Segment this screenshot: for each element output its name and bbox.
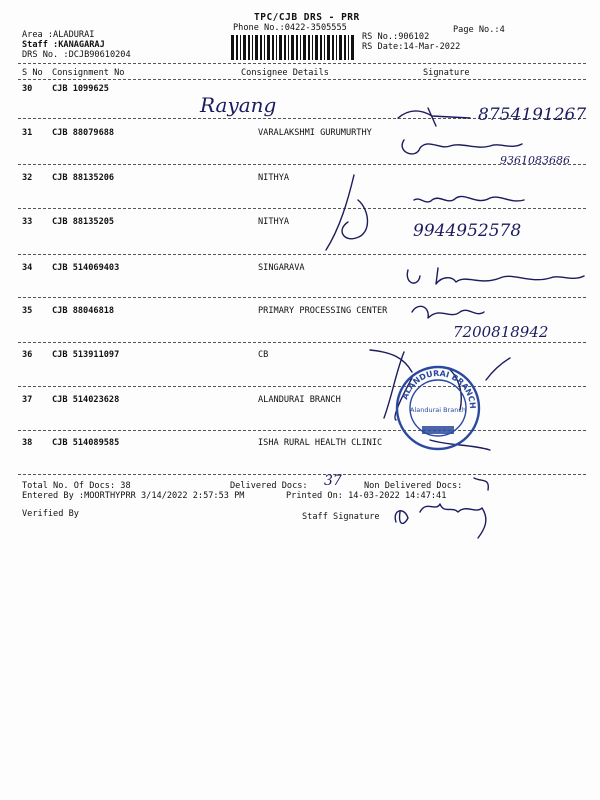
row-sno: 31: [22, 128, 33, 138]
row-consignment: CJB 514023628: [52, 395, 120, 405]
staff-label: Staff :KANAGARAJ: [22, 40, 105, 50]
column-header-consignment: Consignment No: [52, 68, 125, 78]
row-sno: 35: [22, 306, 33, 316]
row-sno: 37: [22, 395, 33, 405]
row-consignment: CJB 514069403: [52, 263, 120, 273]
printed-on: Printed On: 14-03-2022 14:47:41: [286, 491, 447, 501]
delivered-docs-label: Delivered Docs:: [230, 481, 308, 491]
page-number: Page No.:4: [453, 25, 505, 35]
row-consignee: VARALAKSHMI GURUMURTHY: [258, 128, 372, 138]
row-sno: 30: [22, 84, 33, 94]
handwritten-phone: 7200818942: [453, 323, 549, 341]
area-label: Area :ALADURAI: [22, 30, 95, 40]
rs-date: RS Date:14-Mar-2022: [362, 42, 461, 52]
row-consignee: ALANDURAI BRANCH: [258, 395, 341, 405]
row-sno: 34: [22, 263, 33, 273]
row-sno: 32: [22, 173, 33, 183]
row-consignee: PRIMARY PROCESSING CENTER: [258, 306, 388, 316]
handwritten-name: Rayang: [200, 93, 277, 117]
rs-number: RS No.:906102: [362, 32, 430, 42]
staff-signature-label: Staff Signature: [302, 512, 380, 522]
row-consignment: CJB 88079688: [52, 128, 115, 138]
total-docs: Total No. Of Docs: 38: [22, 481, 131, 491]
drs-number: DRS No. :DCJB90610204: [22, 50, 131, 60]
row-consignment: CJB 88135206: [52, 173, 115, 183]
phone-number: Phone No.:0422-3505555: [233, 23, 347, 33]
column-header-signature: Signature: [423, 68, 470, 78]
document-title: TPC/CJB DRS - PRR: [254, 12, 360, 23]
handwritten-phone: 9944952578: [413, 221, 522, 241]
branch-stamp: [394, 364, 482, 452]
row-consignment: CJB 513911097: [52, 350, 120, 360]
row-sno: 36: [22, 350, 33, 360]
entered-by: Entered By :MOORTHYPRR 3/14/2022 2:57:53 PM: [22, 491, 245, 501]
non-delivered-docs-label: Non Delivered Docs:: [364, 481, 463, 491]
handwritten-phone: 8754191267: [478, 105, 587, 125]
handwritten-phone: 9361083686: [500, 154, 570, 167]
column-header-consignee: Consignee Details: [241, 68, 329, 78]
row-consignment: CJB 88046818: [52, 306, 115, 316]
stamp-outer-text: ALANDURAI BRANCH: [400, 368, 478, 410]
delivered-docs-value: 37: [324, 473, 342, 489]
row-consignee: NITHYA: [258, 173, 290, 183]
row-sno: 33: [22, 217, 33, 227]
row-consignment: CJB 514089585: [52, 438, 120, 448]
row-consignment: CJB 88135205: [52, 217, 115, 227]
row-consignment: CJB 1099625: [52, 84, 109, 94]
stamp-inner-text: Alandurai Branch: [409, 406, 467, 414]
row-sno: 38: [22, 438, 33, 448]
row-consignee: SINGARAVA: [258, 263, 305, 273]
row-consignee: NITHYA: [258, 217, 290, 227]
row-consignee: ISHA RURAL HEALTH CLINIC: [258, 438, 383, 448]
column-header-sno: S No: [22, 68, 43, 78]
verified-by: Verified By: [22, 509, 79, 519]
row-consignee: CB: [258, 350, 269, 360]
